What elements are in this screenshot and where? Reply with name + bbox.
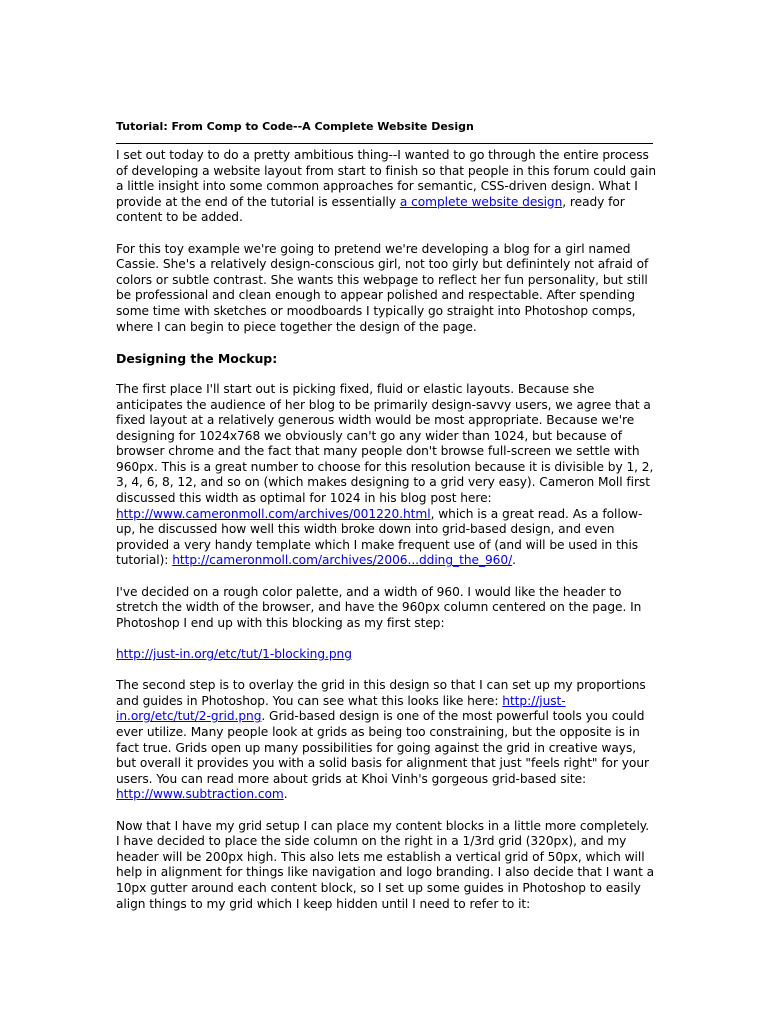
paragraph-toy-example bbox=[116, 242, 656, 336]
subtraction-link[interactable]: http://www.subtraction.com bbox=[116, 787, 284, 802]
paragraph-text: For this toy example we're going to pretend we're developing a blog for a girl named Cassie. She's a relatively design-conscious girl, not too girly but definintely not afraid of colors or subtle contrast. She wants this webpage to reflect her fun personality, but still be professional and clean enough to appear polished and respectable. After spending some time with sketches or moodboards I typically go straight into Photoshop comps, where I can begin to piece together the design of the page. bbox=[116, 241, 649, 334]
paragraph-text: . bbox=[283, 787, 288, 802]
paragraph-text: . bbox=[512, 553, 516, 568]
paragraph-color-palette bbox=[116, 585, 656, 632]
document-title: Tutorial: From Comp to Code--A Complete Website Design bbox=[116, 120, 474, 133]
paragraph-blocking-link bbox=[116, 647, 656, 663]
paragraph-text: Now that I have my grid setup I can place my content blocks in a little more completely. I have decided to place the side column on the right in a 1/3rd grid (320px), and my header will be 200px high. This also lets me establish a vertical grid of 50px, which will help in alignment for things like navigation and logo branding. I also decide that I want a 10px gutter around each content block, so I set up some guides in Photoshop to easily align things to my grid which I keep hidden until I need to refer to it: bbox=[116, 818, 655, 911]
section-heading-mockup: Designing the Mockup: bbox=[116, 350, 278, 366]
paragraph-text: I set out today to do a pretty ambitious thing--I wanted to go through the entire process of developing a website layout from start to finish so that people in this forum could gain a little insight into some common approaches for semantic, CSS-driven design. What I provide at the end of the tutorial is essentially bbox=[116, 148, 656, 209]
paragraph-grid bbox=[116, 678, 656, 803]
cameronmoll-archive-link[interactable]: http://www.cameronmoll.com/archives/001220.html bbox=[116, 506, 431, 521]
paragraph-text: I've decided on a rough color palette, and a width of 960. I would like the header to stretch the width of the browser, and have the 960px column centered on the page. In Photoshop I end up with this blocking as my first step: bbox=[116, 584, 642, 630]
paragraph-layout bbox=[116, 382, 656, 569]
title-divider bbox=[116, 143, 653, 144]
blocking-image-link[interactable]: http://just-in.org/etc/tut/1-blocking.png bbox=[116, 647, 352, 661]
paragraph-text: , which is a great read. As a follow-up, he discussed how well this width broke down into grid-based design, and even provided a very handy template which I make frequent use of (and will be used in this tutorial): bbox=[116, 506, 643, 568]
paragraph-content-blocks bbox=[116, 819, 656, 913]
cameronmoll-960-link[interactable]: http://cameronmoll.com/archives/2006...dding_the_960/ bbox=[172, 553, 513, 568]
grid-image-link[interactable]: http://just-in.org/etc/tut/2-grid.png bbox=[116, 693, 566, 724]
paragraph-text: . Grid-based design is one of the most powerful tools you could ever utilize. Many people look at grids as being too constraining, but the opposite is in fact true. Grids open up many possibilities for going against the grid in creative ways, but overall it provides you with a solid basis for alignment that just "feels right" for your users. You can read more about grids at Khoi Vinh's gorgeous grid-based site: bbox=[116, 709, 649, 786]
complete-website-design-link[interactable]: a complete website design bbox=[399, 194, 563, 209]
paragraph-text: , ready for content to be added. bbox=[116, 194, 625, 225]
paragraph-text: The first place I'll start out is picking fixed, fluid or elastic layouts. Because she anticipates the audience of her blog to be primarily design-savvy users, we agree that a fixed layout at a relatively generous width would be most appropriate. Because we're designing for 1024x768 we obviously can't go any wider than 1024, but because of browser chrome and the fact that many people don't browse full-screen we settle with 960px. This is a great number to choose for this resolution because it is divisible by 1, 2, 3, 4, 6, 8, 12, and so on (which makes designing to a grid very easy). Cameron Moll first discussed this width as optimal for 1024 in his blog post here: bbox=[116, 381, 654, 506]
article-body bbox=[116, 148, 656, 928]
paragraph-intro bbox=[116, 148, 656, 226]
paragraph-text: The second step is to overlay the grid in this design so that I can set up my proportions and guides in Photoshop. You can see what this looks like here: bbox=[116, 678, 646, 708]
